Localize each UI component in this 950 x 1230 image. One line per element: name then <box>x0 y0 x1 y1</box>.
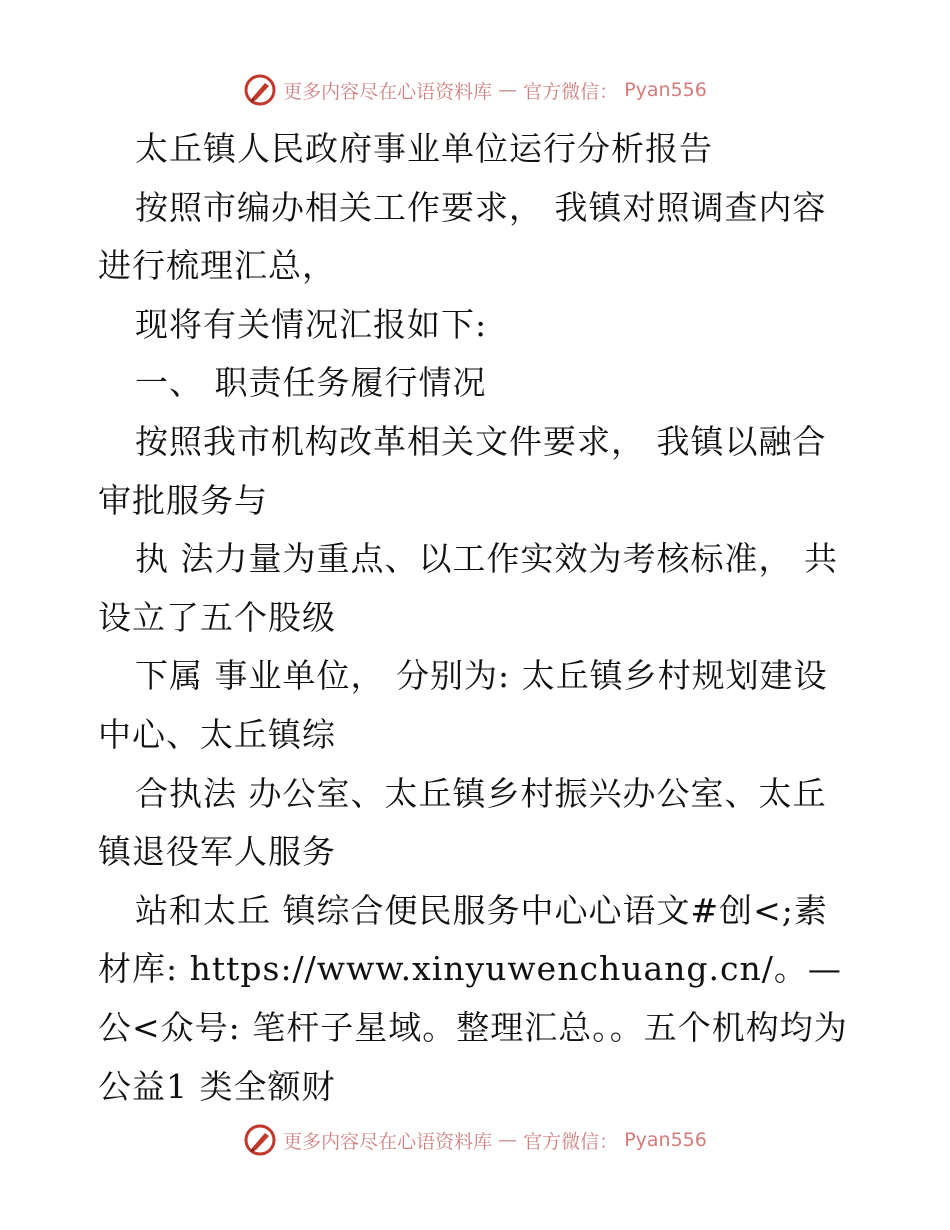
paragraph: 站和太丘 镇综合便民服务中心心语文#创<;素材库: https://www.xinyuwenchuang.cn/。—公<众号: 笔杆子星域。整理汇总。。五个机构均为公益1 类全额财 <box>98 890 848 1106</box>
paragraph: 按照市编办相关工作要求， 我镇对照调查内容进行梳理汇总， <box>98 187 827 286</box>
pen-logo-icon <box>243 1123 277 1157</box>
document-body <box>98 120 853 1116</box>
watermark-header <box>0 70 950 110</box>
watermark-contact-id: Pyan556 <box>624 79 707 101</box>
watermark-contact-id: Pyan556 <box>624 1129 707 1151</box>
watermark-contact-label: 官方微信： <box>523 1130 619 1153</box>
watermark-text: 更多内容尽在心语资料库 <box>283 80 493 103</box>
paragraph: 按照我市机构改革相关文件要求， 我镇以融合审批服务与 <box>98 421 827 520</box>
watermark-text: 更多内容尽在心语资料库 <box>283 1130 493 1153</box>
watermark-contact-label: 官方微信： <box>523 80 619 103</box>
document-title: 太丘镇人民政府事业单位运行分析报告 <box>135 129 713 168</box>
watermark-separator: — <box>498 79 518 101</box>
paragraph: 合执法 办公室、太丘镇乡村振兴办公室、太丘镇退役军人服务 <box>98 773 827 872</box>
pen-logo-icon <box>243 73 277 107</box>
watermark-separator: — <box>498 1129 518 1151</box>
watermark-footer <box>0 1120 950 1160</box>
paragraph: 现将有关情况汇报如下: <box>135 304 488 344</box>
section-heading: 一、 职责任务履行情况 <box>135 363 487 403</box>
paragraph: 执 法力量为重点、以工作实效为考核标准， 共设立了五个股级 <box>98 539 838 637</box>
paragraph: 下属 事业单位， 分别为: 太丘镇乡村规划建设中心、太丘镇综 <box>98 656 828 754</box>
